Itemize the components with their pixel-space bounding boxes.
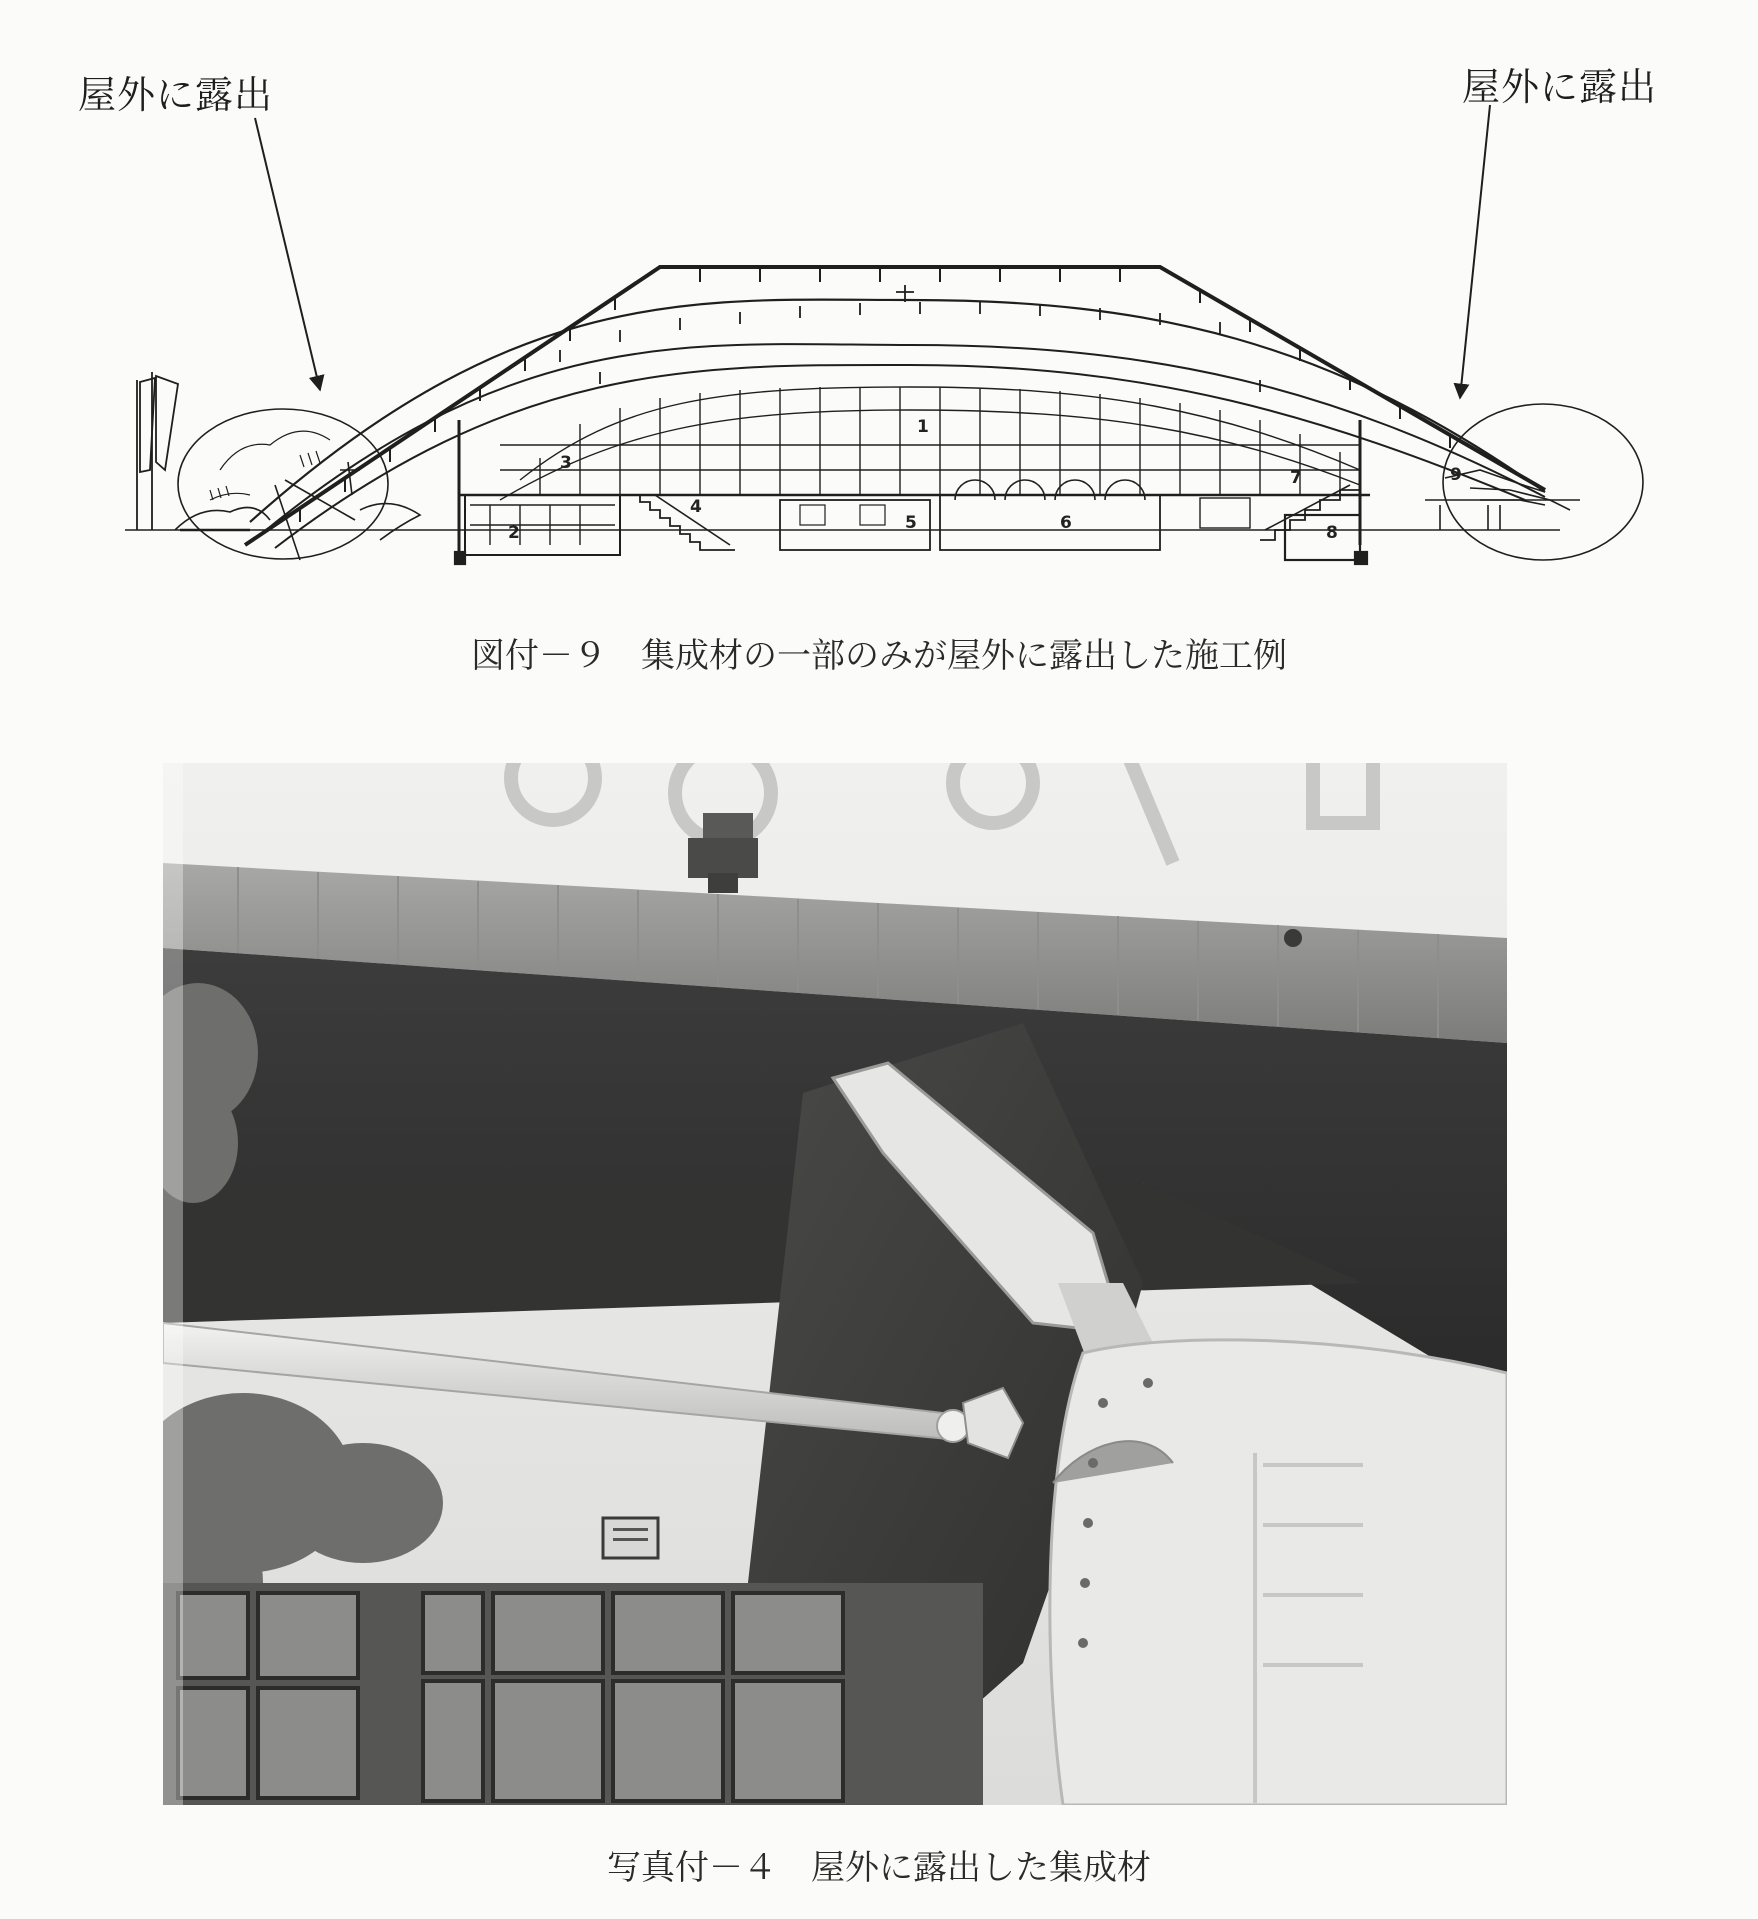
room-label-3: 3 xyxy=(560,453,572,473)
room-label-5: 5 xyxy=(905,513,917,533)
glulam-arch-middle xyxy=(260,344,1545,535)
callout-arrow-right xyxy=(1460,105,1490,398)
roof-vent xyxy=(688,838,758,878)
room-label-7: 7 xyxy=(1290,468,1302,488)
photo-caption: 写真付－４ 屋外に露出した集成材 xyxy=(607,1848,1151,1888)
dome-1 xyxy=(955,480,995,500)
flagpoles xyxy=(137,372,178,530)
right-exposed-end xyxy=(1425,470,1580,530)
callout-arrow-left xyxy=(255,118,320,390)
trees-left xyxy=(210,431,330,500)
dome-2 xyxy=(1005,480,1045,500)
figure-caption: 図付－９ 集成材の一部のみが屋外に露出した施工例 xyxy=(471,636,1287,676)
roof-outline xyxy=(245,267,1545,545)
foundation-left xyxy=(455,552,465,564)
callout-label-right: 屋外に露出 xyxy=(1462,65,1658,109)
room-label-6: 6 xyxy=(1060,513,1072,533)
stair-left xyxy=(620,495,735,550)
dome-4 xyxy=(1105,480,1145,500)
callout-label-left: 屋外に露出 xyxy=(78,73,274,117)
exposed-zone-right xyxy=(1443,404,1643,560)
storefront-windows xyxy=(178,1593,843,1801)
room-label-8: 8 xyxy=(1326,523,1338,543)
room-label-4: 4 xyxy=(690,497,702,517)
exposed-column xyxy=(1050,1340,1507,1805)
exposed-zone-left xyxy=(178,409,388,559)
room-8 xyxy=(1285,515,1360,560)
room-label-9: 9 xyxy=(1450,465,1462,485)
room-6 xyxy=(940,495,1160,550)
dome-3 xyxy=(1055,480,1095,500)
room-label-1: 1 xyxy=(917,417,929,437)
room-label-2: 2 xyxy=(508,523,520,543)
building-photo xyxy=(163,763,1507,1805)
section-diagram xyxy=(0,0,1758,600)
glazed-wall xyxy=(500,387,1360,500)
